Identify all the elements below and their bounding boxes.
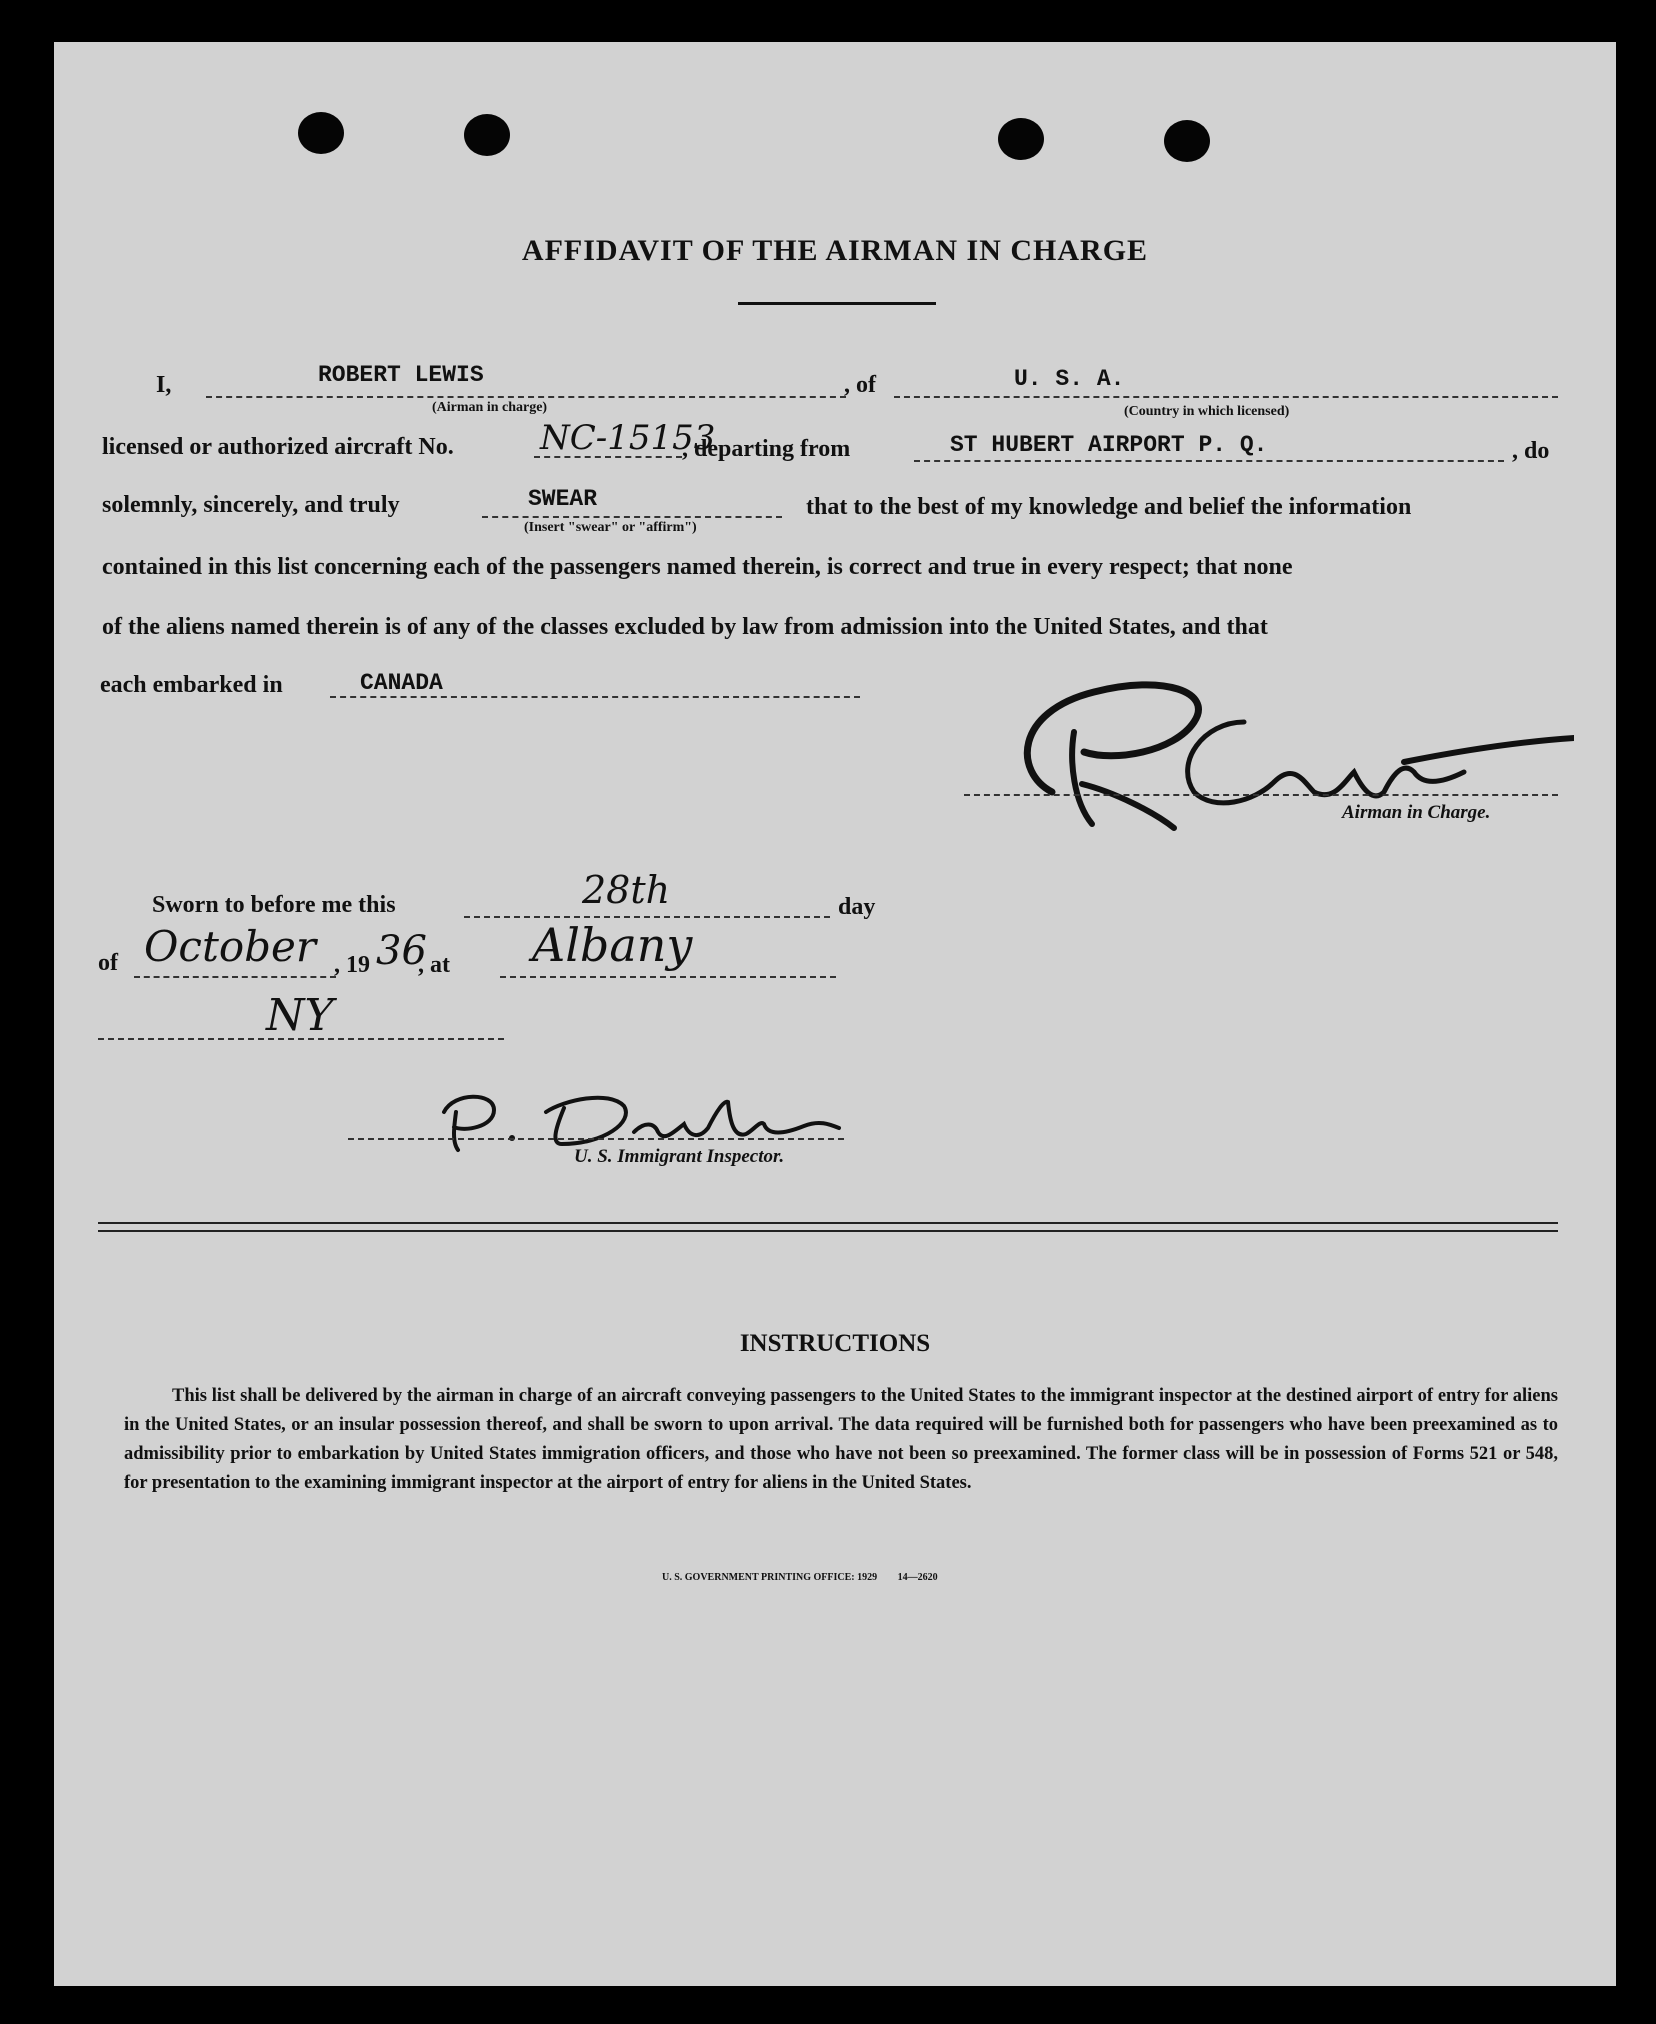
country-line <box>894 396 1558 398</box>
document-title: AFFIDAVIT OF THE AIRMAN IN CHARGE <box>521 234 1149 267</box>
airman-signature-line <box>964 794 1558 796</box>
of-label: , of <box>844 372 876 398</box>
section-divider <box>98 1222 1558 1232</box>
embarked-value: CANADA <box>360 670 443 696</box>
instructions-title: INSTRUCTIONS <box>739 1330 931 1357</box>
statement-line-4: contained in this list concerning each of the passengers named therein, is correct and true in every respect; that none <box>102 554 1293 580</box>
sworn-label: Sworn to before me this <box>152 892 396 918</box>
aircraft-no-value: NC-15153 <box>540 418 716 458</box>
form-number: 14—2620 <box>897 1572 938 1583</box>
inspector-caption: U. S. Immigrant Inspector. <box>574 1146 785 1167</box>
at-label: , at <box>418 952 450 978</box>
punch-hole-2 <box>464 114 510 156</box>
departure-line <box>914 460 1504 462</box>
do-label: , do <box>1512 438 1550 464</box>
printer-footer <box>662 1572 956 1583</box>
airman-name-value: ROBERT LEWIS <box>318 362 484 388</box>
oath-trailing: that to the best of my knowledge and belief the information <box>806 494 1412 520</box>
month-line <box>134 976 336 978</box>
solemnly-label: solemnly, sincerely, and truly <box>102 492 400 518</box>
departure-value: ST HUBERT AIRPORT P. Q. <box>950 432 1268 458</box>
year-prefix: , 19 <box>334 952 370 978</box>
departing-label: , departing from <box>682 436 851 462</box>
instructions-text: This list shall be delivered by the airman in charge of an aircraft conveying passengers to the United States to the immigrant inspector at the destined airport of entry for aliens in the United States, or an insular possession thereof, and shall be sworn to upon arrival. The data required will be furnished both for passengers who have been preexamined as to admissibility prior to embarkation by United States immigration officers, and those who have not been so preexamined. The former class will be in possession of Forms 521 or 548, for presentation to the examining immigrant inspector at the airport of entry for aliens in the United States. <box>124 1386 1558 1493</box>
place-line <box>500 976 836 978</box>
oath-caption: (Insert "swear" or "affirm") <box>524 520 697 535</box>
embarked-label: each embarked in <box>100 672 283 698</box>
country-value: U. S. A. <box>1014 366 1125 392</box>
airman-name-line <box>206 396 846 398</box>
punch-hole-3 <box>998 118 1044 160</box>
airman-signature-caption: Airman in Charge. <box>1342 802 1491 823</box>
sworn-of-label: of <box>98 950 118 976</box>
oath-line <box>482 516 782 518</box>
statement-line-5: of the aliens named therein is of any of the classes excluded by law from admission into the United States, and that <box>102 614 1268 640</box>
airman-caption: (Airman in charge) <box>432 400 548 415</box>
oath-value: SWEAR <box>528 486 598 512</box>
printer-imprint: U. S. GOVERNMENT PRINTING OFFICE: 1929 <box>662 1572 878 1583</box>
aircraft-label: licensed or authorized aircraft No. <box>102 434 454 460</box>
year-value: 36 <box>376 928 427 974</box>
place-line-2-value: NY <box>266 990 334 1041</box>
sworn-day-value: 28th <box>582 868 671 912</box>
inspector-signature-line <box>348 1138 844 1140</box>
punch-hole-1 <box>298 112 344 154</box>
country-caption: (Country in which licensed) <box>1124 404 1290 419</box>
month-value: October <box>144 922 316 971</box>
punch-hole-4 <box>1164 120 1210 162</box>
i-prefix: I, <box>156 372 172 398</box>
title-underline <box>738 302 936 305</box>
place-value: Albany <box>532 918 693 972</box>
day-label: day <box>838 894 876 920</box>
embarked-line <box>330 696 860 698</box>
affidavit-page <box>54 42 1616 1986</box>
